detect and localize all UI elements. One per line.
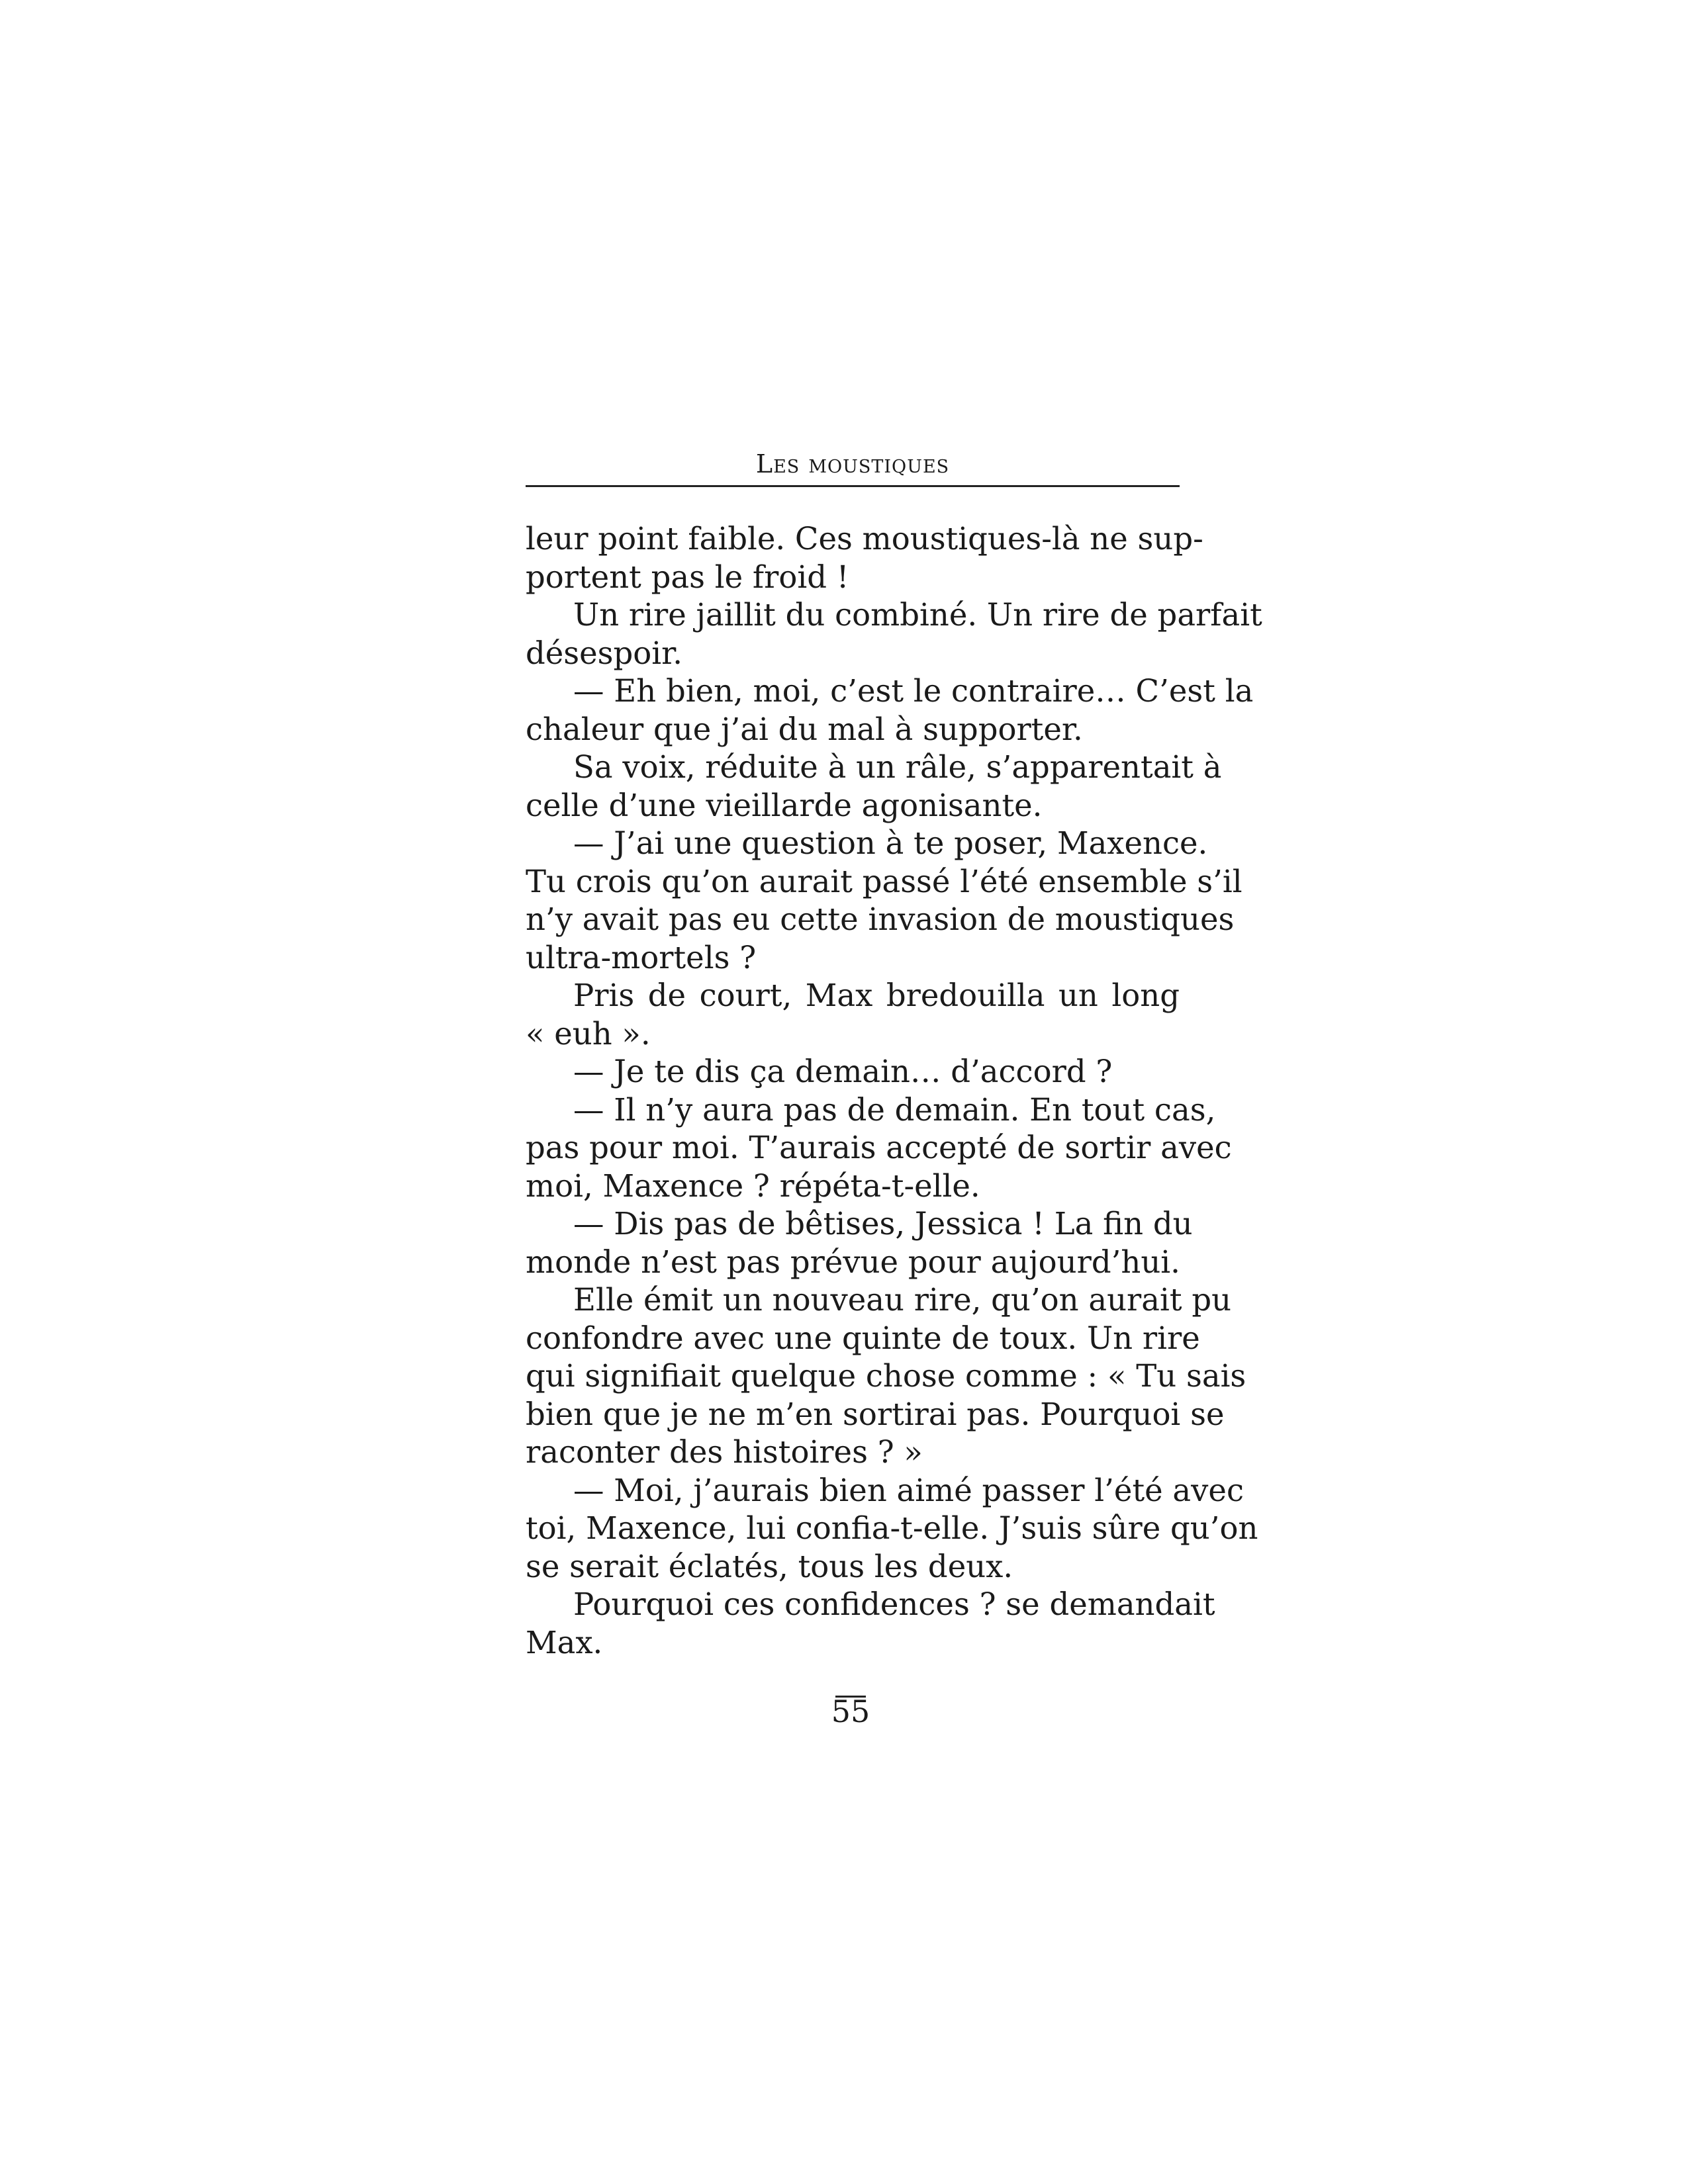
text-line: confondre avec une quinte de toux. Un rire bbox=[526, 1320, 1200, 1356]
text-line: — Il n’y aura pas de demain. En tout cas, bbox=[573, 1091, 1216, 1128]
text-line: moi, Maxence ? répéta-t-elle. bbox=[526, 1167, 980, 1204]
text-line: ultra-mortels ? bbox=[526, 939, 757, 976]
body-text bbox=[526, 520, 1262, 1662]
text-line: Max. bbox=[526, 1624, 603, 1661]
text-line: qui signifiait quelque chose comme : « Tu sais bbox=[526, 1358, 1246, 1394]
text-line: — Je te dis ça demain… d’accord ? bbox=[573, 1054, 1113, 1089]
text-line: portent pas le froid ! bbox=[526, 559, 849, 595]
text-line: Elle émit un nouveau rire, qu’on aurait pu bbox=[573, 1282, 1232, 1318]
text-line: pas pour moi. T’aurais accepté de sortir avec bbox=[526, 1130, 1232, 1165]
text-line: Pourquoi ces confidences ? se demandait bbox=[573, 1586, 1215, 1622]
text-line: monde n’est pas prévue pour aujourd’hui. bbox=[526, 1244, 1180, 1280]
text-line: Sa voix, réduite à un râle, s’apparentait à bbox=[573, 749, 1222, 785]
text-line: — Dis pas de bêtises, Jessica ! La fin du bbox=[573, 1206, 1193, 1242]
text-line: « euh ». bbox=[526, 1015, 651, 1052]
text-line: — J’ai une question à te poser, Maxence. bbox=[573, 825, 1208, 861]
text-line: — Eh bien, moi, c’est le contraire… C’est la bbox=[573, 673, 1254, 709]
page-number-text: 55 bbox=[831, 1694, 870, 1729]
text-line: — Moi, j’aurais bien aimé passer l’été avec bbox=[573, 1472, 1244, 1508]
text-line: n’y avait pas eu cette invasion de moustiques bbox=[526, 901, 1235, 937]
text-line: désespoir. bbox=[526, 635, 683, 671]
text-line: bien que je ne m’en sortirai pas. Pourquoi se bbox=[526, 1396, 1225, 1432]
text-line: leur point faible. Ces moustiques-là ne sup- bbox=[526, 521, 1203, 557]
text-line: Un rire jaillit du combiné. Un rire de parfait bbox=[573, 597, 1262, 633]
running-header: Les moustiques bbox=[755, 449, 950, 478]
page-number bbox=[821, 1692, 880, 1731]
page-number-rule bbox=[835, 1696, 866, 1698]
text-line: Pris de court, Max bredouilla un long bbox=[573, 978, 1180, 1013]
text-line: raconter des histoires ? » bbox=[526, 1434, 923, 1470]
text-line: toi, Maxence, lui confia-t-elle. J’suis sûre qu’on bbox=[526, 1510, 1258, 1546]
text-line: celle d’une vieillarde agonisante. bbox=[526, 787, 1043, 823]
header-rule bbox=[526, 485, 1180, 487]
text-line: chaleur que j’ai du mal à supporter. bbox=[526, 711, 1083, 747]
text-line: se serait éclatés, tous les deux. bbox=[526, 1548, 1013, 1584]
text-line: Tu crois qu’on aurait passé l’été ensemble s’il bbox=[526, 863, 1243, 899]
